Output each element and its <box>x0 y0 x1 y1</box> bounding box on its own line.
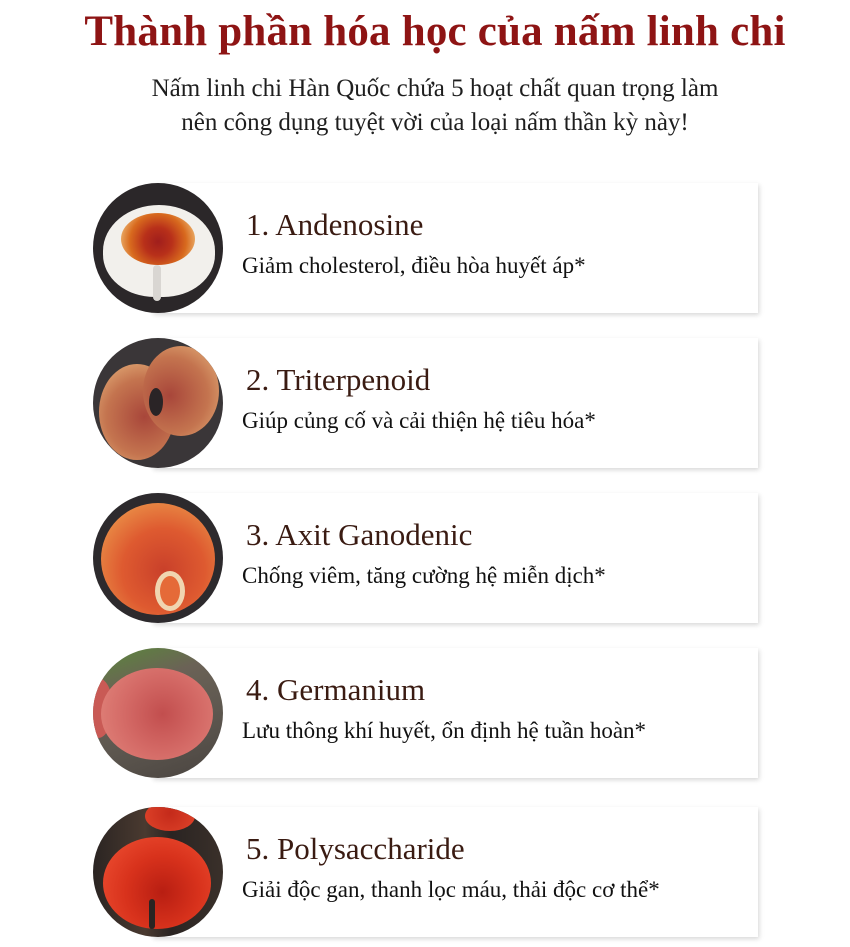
subtitle-line-2: nên công dụng tuyệt vời của loại nấm thần kỳ này! <box>181 109 689 136</box>
compound-card <box>152 183 758 313</box>
compound-heading: 3. Axit Ganodenic <box>246 517 473 552</box>
mushroom-photo-icon <box>93 493 223 623</box>
compound-heading: 4. Germanium <box>246 672 426 707</box>
mushroom-photo-icon <box>93 648 223 778</box>
mushroom-photo-icon <box>93 807 223 937</box>
compound-description: Lưu thông khí huyết, ổn định hệ tuần hoàn* <box>242 718 647 743</box>
subtitle-line-1: Nấm linh chi Hàn Quốc chứa 5 hoạt chất quan trọng làm <box>151 75 719 102</box>
compound-item-3 <box>0 493 850 625</box>
compound-heading: 2. Triterpenoid <box>246 362 431 397</box>
compound-description: Giúp củng cố và cải thiện hệ tiêu hóa* <box>242 408 596 433</box>
mushroom-photo-icon <box>93 338 223 468</box>
compound-card <box>152 493 758 623</box>
compound-card <box>152 648 758 778</box>
compound-item-5 <box>0 807 850 939</box>
compound-card <box>152 338 758 468</box>
compound-card <box>152 807 758 937</box>
page-subtitle <box>0 72 850 140</box>
compound-heading: 5. Polysaccharide <box>246 831 465 866</box>
compound-heading: 1. Andenosine <box>246 207 424 242</box>
compound-description: Giảm cholesterol, điều hòa huyết áp* <box>242 253 586 278</box>
compound-description: Chống viêm, tăng cường hệ miễn dịch* <box>242 563 606 588</box>
compound-item-1 <box>0 183 850 315</box>
compound-item-4 <box>0 648 850 780</box>
compound-item-2 <box>0 338 850 470</box>
compound-description: Giải độc gan, thanh lọc máu, thải độc cơ thể* <box>242 877 660 902</box>
mushroom-photo-icon <box>93 183 223 313</box>
page-title: Thành phần hóa học của nấm linh chi <box>84 8 786 55</box>
